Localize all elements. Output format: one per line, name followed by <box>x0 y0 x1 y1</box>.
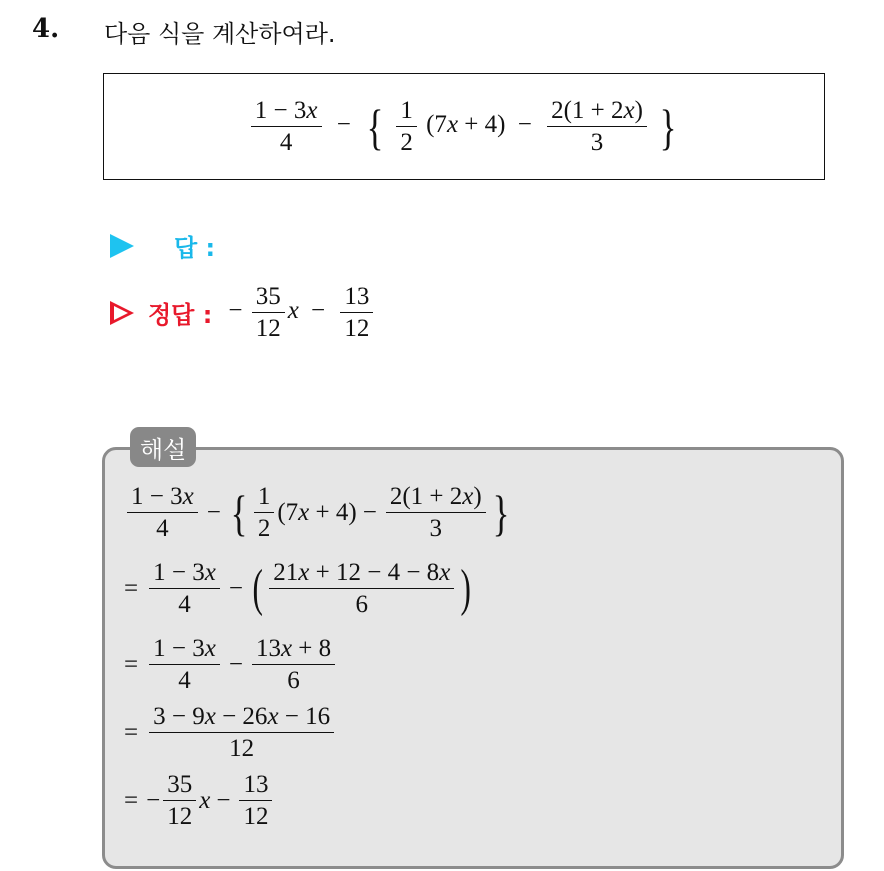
fraction <box>386 484 486 541</box>
problem-expression <box>248 98 680 155</box>
numerator: 2(1 + 2x) <box>547 98 647 127</box>
equals-sign: = <box>124 651 139 678</box>
variable: x <box>199 787 211 814</box>
denominator: 3 <box>590 129 604 156</box>
numerator: 13x + 8 <box>252 636 335 665</box>
solution-line-5 <box>124 772 275 829</box>
outline-arrow-icon <box>110 301 134 325</box>
question-number: 4. <box>32 14 60 44</box>
operator: − <box>228 575 243 602</box>
fraction <box>127 484 198 541</box>
denominator: 12 <box>255 315 281 342</box>
solution-tab: 해설 <box>130 427 196 467</box>
left-brace: { <box>366 98 384 155</box>
equals-sign: = <box>124 575 139 602</box>
operator: − <box>517 111 532 139</box>
play-arrow-icon <box>110 234 134 258</box>
equals-sign: = <box>124 787 139 814</box>
right-paren: ) <box>460 559 472 617</box>
denominator: 4 <box>178 591 191 618</box>
operator: − <box>216 787 231 814</box>
fraction <box>254 484 275 541</box>
operator: − <box>311 297 326 325</box>
answer-row <box>110 228 215 263</box>
denominator: 2 <box>257 515 271 542</box>
denominator: 2 <box>400 129 413 156</box>
numerator: 3 − 9x − 26x − 16 <box>149 704 334 733</box>
left-paren: ( <box>252 559 263 617</box>
equals-sign: = <box>124 719 139 746</box>
fraction <box>269 560 454 617</box>
fraction <box>396 98 417 155</box>
operator: − <box>228 297 243 325</box>
numerator: 35 <box>252 284 285 313</box>
left-brace: { <box>230 484 248 541</box>
denominator: 12 <box>243 803 269 830</box>
denominator: 6 <box>287 667 300 694</box>
fraction <box>149 704 334 761</box>
fraction <box>252 284 285 341</box>
denominator: 3 <box>429 515 442 542</box>
operator: − <box>228 651 243 678</box>
operator: − <box>206 499 221 526</box>
numerator: 13 <box>340 284 373 313</box>
problem-box <box>103 73 825 180</box>
right-brace: } <box>659 98 677 155</box>
variable: x <box>287 297 299 325</box>
denominator: 4 <box>279 129 293 156</box>
fraction <box>340 284 373 341</box>
correct-answer-expression <box>228 284 376 341</box>
denominator: 4 <box>156 515 169 542</box>
fraction <box>163 772 196 829</box>
operator: − <box>336 111 351 139</box>
denominator: 6 <box>355 591 369 618</box>
solution-line-4 <box>124 704 337 761</box>
correct-answer-label: 정답 : <box>148 301 213 329</box>
fraction <box>149 636 220 693</box>
numerator: 1 <box>396 98 417 127</box>
numerator: 1 <box>254 484 275 513</box>
fraction <box>251 98 322 155</box>
term: (7x + 4) <box>426 111 506 139</box>
numerator: 35 <box>163 772 196 801</box>
solution-line-3 <box>124 636 338 693</box>
numerator: 1 − 3x <box>149 636 220 665</box>
operator: − <box>146 787 161 814</box>
denominator: 12 <box>167 803 193 830</box>
numerator: 1 − 3x <box>127 484 198 513</box>
fraction <box>239 772 272 829</box>
solution-line-1 <box>124 484 513 541</box>
answer-label: 답 : <box>174 234 216 262</box>
fraction <box>252 636 335 693</box>
denominator: 12 <box>344 315 370 342</box>
denominator: 12 <box>229 735 255 762</box>
numerator: 1 − 3x <box>251 98 322 127</box>
fraction <box>547 98 647 155</box>
solution-line-2 <box>124 560 475 617</box>
numerator: 2(1 + 2x) <box>386 484 486 513</box>
fraction <box>149 560 220 617</box>
correct-answer-row <box>110 284 376 341</box>
numerator: 13 <box>239 772 272 801</box>
operator: − <box>362 499 377 526</box>
numerator: 1 − 3x <box>149 560 220 589</box>
question-text: 다음 식을 계산하여라. <box>104 20 336 48</box>
numerator: 21x + 12 − 4 − 8x <box>269 560 454 589</box>
right-brace: } <box>492 484 510 541</box>
term: (7x + 4) <box>277 499 357 526</box>
denominator: 4 <box>178 667 191 694</box>
